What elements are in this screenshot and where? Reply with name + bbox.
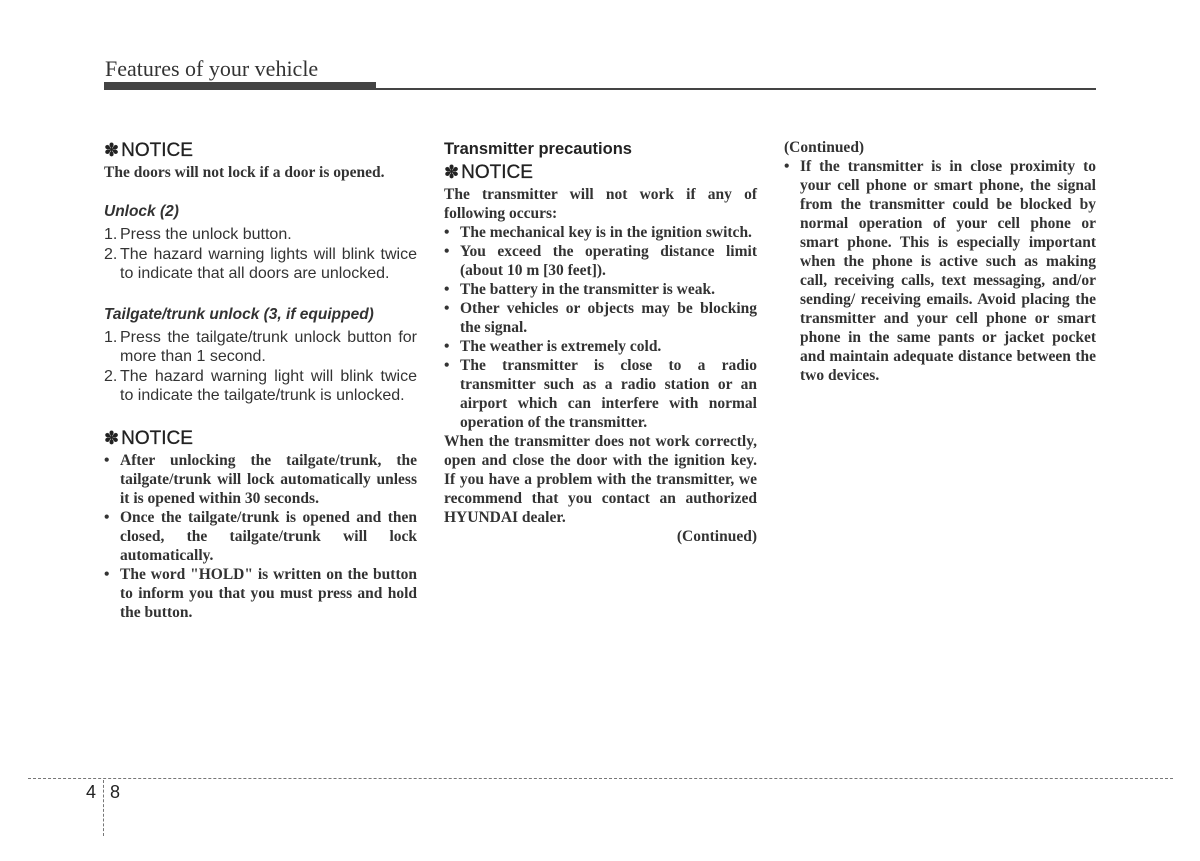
- unlock-heading: Unlock (2): [104, 203, 179, 220]
- notice-outro: When the transmitter does not work correctly, open and close the door with the ignition key. If you have a problem with the transmitter, we recommend that you contact an authorized HYUNDAI dealer.: [444, 433, 757, 526]
- step-number: 2.: [104, 245, 118, 263]
- list-item: [104, 508, 417, 565]
- notice-bullets: [104, 451, 417, 622]
- bullet-text: You exceed the operating distance limit (about 10 m [30 feet]).: [460, 243, 757, 279]
- list-item: [444, 242, 757, 280]
- bullet-text: If the transmitter is in close proximity to your cell phone or smart phone, the signal from the transmitter could be blocked by normal operation of your cell phone or smart phone. This is especially important when the phone is active such as making call, receiving calls, text messaging, and/or sending/ receiving emails. Avoid placing the transmitter and your cell phone or smart phone in the same pants or jacket pocket and maintain adequate distance between the two devices.: [800, 158, 1096, 384]
- continued-label: (Continued): [676, 528, 757, 545]
- step-text: Press the tailgate/trunk unlock button for more than 1 second.: [120, 328, 417, 365]
- bullet-text: The battery in the transmitter is weak.: [460, 281, 716, 298]
- bullet-text: The weather is extremely cold.: [460, 338, 662, 355]
- step-number: 1.: [104, 328, 118, 346]
- bullet-icon: •: [784, 158, 790, 175]
- bullet-text: The transmitter is close to a radio transmitter such as a radio station or an airport which can interfere with normal operation of the transmitter.: [460, 357, 757, 431]
- list-item: [104, 328, 417, 367]
- bullet-icon: •: [444, 338, 450, 355]
- bullet-icon: •: [104, 565, 110, 583]
- list-item: [784, 157, 1096, 385]
- notice-text: The doors will not lock if a door is opened.: [104, 164, 385, 181]
- notice-heading: [104, 426, 417, 451]
- bullet-icon: •: [104, 451, 110, 469]
- list-item: [104, 245, 417, 284]
- bullet-text: The word "HOLD" is written on the button to inform you that you must press and hold the button.: [120, 565, 417, 621]
- step-text: The hazard warning lights will blink twice to indicate that all doors are unlocked.: [120, 245, 417, 282]
- notice-heading: [444, 160, 757, 185]
- tailgate-steps: [104, 328, 417, 406]
- bullet-text: After unlocking the tailgate/trunk, the tailgate/trunk will lock automatically unless it is opened within 30 seconds.: [120, 451, 417, 507]
- list-item: [444, 337, 757, 356]
- list-item: [104, 451, 417, 508]
- bullet-text: Other vehicles or objects may be blocking the signal.: [460, 300, 757, 336]
- footer-rule: [28, 778, 1173, 779]
- notice-label: NOTICE: [121, 140, 193, 161]
- page-header-title: Features of your vehicle: [105, 56, 319, 81]
- asterisk-icon: ✽: [444, 162, 460, 182]
- page-number: 8: [110, 782, 121, 802]
- tailgate-heading: Tailgate/trunk unlock (3, if equipped): [104, 305, 374, 323]
- section-heading: Transmitter precautions: [444, 140, 632, 158]
- chapter-number: 4: [86, 782, 97, 802]
- list-item: [444, 223, 757, 242]
- step-number: 1.: [104, 226, 118, 243]
- list-item: [444, 299, 757, 337]
- header-rule: [104, 88, 1096, 90]
- column-middle: [444, 138, 757, 546]
- bullet-text: Once the tailgate/trunk is opened and then closed, the tailgate/trunk will lock automatically.: [120, 508, 417, 564]
- asterisk-icon: ✽: [104, 427, 120, 448]
- list-item: [444, 280, 757, 299]
- unlock-steps: [104, 225, 417, 284]
- bullet-icon: •: [444, 243, 450, 260]
- notice-bullets: [784, 157, 1096, 385]
- notice-intro: The transmitter will not work if any of following occurs:: [444, 186, 757, 222]
- notice-heading: [104, 138, 417, 163]
- step-text: Press the unlock button.: [120, 226, 292, 243]
- bullet-icon: •: [444, 300, 450, 317]
- bullet-icon: •: [444, 224, 450, 241]
- notice-label: NOTICE: [121, 427, 193, 449]
- bullet-icon: •: [444, 281, 450, 298]
- column-right: [784, 138, 1096, 385]
- bullet-text: The mechanical key is in the ignition switch.: [460, 224, 752, 241]
- list-item: [444, 356, 757, 432]
- notice-label: NOTICE: [461, 162, 533, 183]
- footer-divider: [103, 780, 104, 836]
- list-item: [104, 225, 417, 245]
- column-left: [104, 138, 417, 622]
- step-number: 2.: [104, 367, 118, 385]
- continued-label: (Continued): [784, 139, 865, 156]
- asterisk-icon: ✽: [104, 140, 120, 160]
- step-text: The hazard warning light will blink twice to indicate the tailgate/trunk is unlocked.: [120, 367, 417, 404]
- notice-bullets: [444, 223, 757, 432]
- bullet-icon: •: [104, 508, 110, 526]
- bullet-icon: •: [444, 357, 450, 374]
- list-item: [104, 367, 417, 406]
- list-item: [104, 565, 417, 622]
